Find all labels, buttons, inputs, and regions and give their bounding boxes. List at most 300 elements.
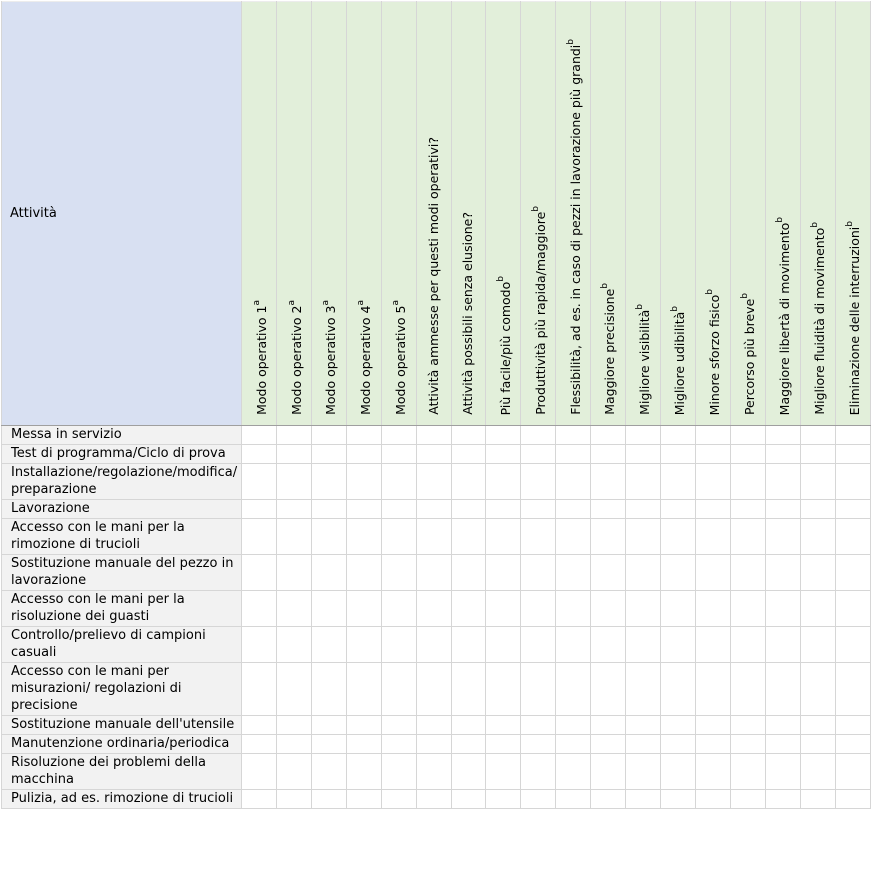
column-header-label [528, 206, 549, 415]
table-row [2, 663, 871, 716]
matrix-cell [382, 555, 417, 591]
matrix-cell [800, 500, 835, 519]
matrix-cell [521, 663, 556, 716]
matrix-cell [591, 555, 626, 591]
matrix-cell [277, 445, 312, 464]
footnote-superscript: b [845, 220, 856, 227]
matrix-cell [312, 591, 347, 627]
matrix-cell [312, 790, 347, 809]
matrix-cell [486, 627, 521, 663]
matrix-cell [242, 464, 277, 500]
matrix-cell [347, 754, 382, 790]
column-header-text: Migliore udibilità [672, 311, 688, 415]
matrix-cell [312, 716, 347, 735]
column-header-cell [591, 2, 626, 426]
corner-header-cell [2, 2, 242, 426]
matrix-cell [765, 426, 800, 445]
matrix-cell [556, 627, 591, 663]
matrix-cell [626, 519, 661, 555]
matrix-cell [382, 445, 417, 464]
matrix-cell [347, 790, 382, 809]
matrix-cell [312, 627, 347, 663]
matrix-cell [312, 445, 347, 464]
matrix-cell [661, 555, 696, 591]
column-header-label [284, 300, 305, 415]
matrix-cell [800, 754, 835, 790]
column-header-label [737, 293, 758, 415]
matrix-cell [730, 500, 765, 519]
matrix-cell [486, 735, 521, 754]
column-header-cell [312, 2, 347, 426]
matrix-cell [486, 464, 521, 500]
matrix-cell [382, 754, 417, 790]
matrix-cell [416, 663, 451, 716]
matrix-cell [451, 464, 486, 500]
matrix-cell [451, 663, 486, 716]
matrix-cell [242, 519, 277, 555]
matrix-cell [451, 754, 486, 790]
matrix-cell [765, 627, 800, 663]
matrix-cell [556, 426, 591, 445]
matrix-cell [451, 627, 486, 663]
matrix-cell [661, 663, 696, 716]
matrix-cell [765, 790, 800, 809]
matrix-cell [556, 754, 591, 790]
matrix-cell [626, 754, 661, 790]
matrix-cell [277, 555, 312, 591]
row-label: Lavorazione [2, 500, 242, 519]
table-row [2, 716, 871, 735]
matrix-cell [451, 426, 486, 445]
matrix-cell [765, 500, 800, 519]
matrix-cell [486, 716, 521, 735]
column-header-label [772, 217, 793, 415]
matrix-cell [800, 735, 835, 754]
column-header-label [353, 300, 374, 415]
matrix-cell [695, 735, 730, 754]
matrix-cell [800, 716, 835, 735]
footnote-superscript: b [810, 222, 821, 229]
matrix-cell [486, 555, 521, 591]
footnote-superscript: b [600, 283, 611, 289]
matrix-cell [695, 519, 730, 555]
column-header-cell [347, 2, 382, 426]
column-header-label [632, 304, 653, 415]
row-label: Sostituzione manuale dell'utensile [2, 716, 242, 735]
column-header-label [388, 300, 409, 415]
matrix-cell [277, 426, 312, 445]
matrix-cell [591, 627, 626, 663]
matrix-cell [661, 716, 696, 735]
matrix-cell [626, 591, 661, 627]
matrix-cell [661, 464, 696, 500]
matrix-cell [626, 426, 661, 445]
matrix-cell [661, 754, 696, 790]
matrix-cell [451, 519, 486, 555]
matrix-cell [800, 555, 835, 591]
matrix-cell [416, 500, 451, 519]
matrix-cell [695, 627, 730, 663]
table-row [2, 519, 871, 555]
matrix-cell [382, 500, 417, 519]
matrix-cell [556, 464, 591, 500]
footnote-superscript: a [251, 300, 262, 306]
row-label: Accesso con le mani per misurazioni/ regolazioni di precisione [2, 663, 242, 716]
column-header-text: Migliore visibilità [637, 309, 653, 415]
matrix-cell [347, 663, 382, 716]
corner-header-label: Attività [10, 206, 57, 221]
matrix-cell [347, 464, 382, 500]
row-label: Pulizia, ad es. rimozione di trucioli [2, 790, 242, 809]
matrix-cell [382, 591, 417, 627]
footnote-superscript: b [495, 275, 506, 282]
matrix-cell [591, 716, 626, 735]
matrix-cell [416, 445, 451, 464]
matrix-cell [765, 754, 800, 790]
matrix-cell [591, 445, 626, 464]
matrix-cell [416, 735, 451, 754]
matrix-cell [347, 555, 382, 591]
matrix-cell [730, 464, 765, 500]
matrix-cell [835, 426, 870, 445]
matrix-cell [800, 627, 835, 663]
matrix-cell [695, 464, 730, 500]
matrix-cell [242, 591, 277, 627]
matrix-cell [382, 716, 417, 735]
matrix-cell [416, 754, 451, 790]
matrix-cell [835, 445, 870, 464]
column-header-text: Migliore fluidità di movimento [812, 228, 828, 415]
matrix-cell [626, 627, 661, 663]
matrix-cell [695, 500, 730, 519]
matrix-cell [277, 591, 312, 627]
matrix-cell [661, 790, 696, 809]
footnote-superscript: b [740, 292, 751, 299]
column-header-label [493, 276, 514, 415]
matrix-cell [312, 663, 347, 716]
column-header-text: Modo operativo 3 [323, 305, 339, 415]
matrix-cell [835, 754, 870, 790]
row-label: Installazione/regolazione/modifica/ preparazione [2, 464, 242, 500]
matrix-cell [312, 735, 347, 754]
footnote-superscript: b [705, 288, 716, 295]
matrix-cell [486, 500, 521, 519]
matrix-cell [695, 555, 730, 591]
matrix-cell [416, 627, 451, 663]
matrix-cell [591, 519, 626, 555]
column-header-label [563, 39, 584, 415]
column-header-text: Produttività più rapida/maggiore [532, 211, 548, 415]
column-header-text: Modo operativo 4 [358, 305, 374, 415]
matrix-cell [382, 426, 417, 445]
matrix-cell [626, 500, 661, 519]
column-header-label [460, 212, 476, 415]
matrix-cell [626, 735, 661, 754]
matrix-cell [800, 445, 835, 464]
matrix-cell [661, 735, 696, 754]
matrix-cell [347, 716, 382, 735]
matrix-cell [835, 716, 870, 735]
column-header-label [842, 221, 863, 415]
footnote-superscript: b [635, 304, 646, 310]
matrix-cell [800, 519, 835, 555]
matrix-cell [661, 500, 696, 519]
matrix-cell [382, 790, 417, 809]
matrix-cell [312, 426, 347, 445]
matrix-cell [835, 735, 870, 754]
matrix-cell [521, 464, 556, 500]
matrix-cell [765, 716, 800, 735]
matrix-cell [800, 663, 835, 716]
matrix-cell [312, 500, 347, 519]
column-header-label [597, 283, 618, 415]
matrix-cell [277, 735, 312, 754]
column-header-text: Modo operativo 1 [253, 305, 269, 415]
matrix-cell [521, 716, 556, 735]
row-label: Sostituzione manuale del pezzo in lavorazione [2, 555, 242, 591]
matrix-cell [242, 500, 277, 519]
matrix-cell [347, 591, 382, 627]
matrix-cell [451, 735, 486, 754]
matrix-cell [277, 663, 312, 716]
matrix-cell [695, 591, 730, 627]
matrix-cell [556, 716, 591, 735]
matrix-cell [486, 426, 521, 445]
table-row [2, 555, 871, 591]
matrix-cell [556, 790, 591, 809]
footnote-superscript: b [775, 216, 786, 223]
matrix-cell [347, 445, 382, 464]
column-header-text: Attività possibili senza elusione? [460, 212, 476, 415]
matrix-cell [730, 519, 765, 555]
column-header-label [702, 289, 723, 415]
column-header-cell [626, 2, 661, 426]
column-header-cell [382, 2, 417, 426]
matrix-cell [835, 591, 870, 627]
matrix-cell [765, 663, 800, 716]
column-header-text: Percorso più breve [742, 298, 758, 415]
matrix-cell [521, 735, 556, 754]
matrix-cell [765, 591, 800, 627]
column-header-cell [661, 2, 696, 426]
matrix-cell [486, 790, 521, 809]
column-header-cell [242, 2, 277, 426]
column-header-cell [835, 2, 870, 426]
matrix-cell [242, 555, 277, 591]
matrix-cell [800, 790, 835, 809]
matrix-cell [765, 445, 800, 464]
matrix-cell [835, 519, 870, 555]
matrix-cell [312, 464, 347, 500]
row-label: Manutenzione ordinaria/periodica [2, 735, 242, 754]
activity-matrix-table [1, 1, 871, 809]
matrix-cell [591, 790, 626, 809]
matrix-cell [591, 754, 626, 790]
footnote-superscript: a [391, 300, 402, 306]
footnote-superscript: b [565, 39, 576, 45]
matrix-cell [277, 716, 312, 735]
matrix-cell [661, 627, 696, 663]
column-header-text: Minore sforzo fisico [707, 294, 723, 415]
matrix-cell [486, 663, 521, 716]
matrix-cell [521, 627, 556, 663]
column-header-cell [730, 2, 765, 426]
table-row [2, 790, 871, 809]
matrix-cell [591, 735, 626, 754]
matrix-cell [626, 555, 661, 591]
header-row [2, 2, 871, 426]
matrix-cell [765, 464, 800, 500]
matrix-cell [347, 735, 382, 754]
matrix-cell [556, 445, 591, 464]
matrix-cell [695, 663, 730, 716]
matrix-cell [521, 754, 556, 790]
column-header-cell [416, 2, 451, 426]
matrix-cell [730, 627, 765, 663]
matrix-cell [242, 663, 277, 716]
matrix-cell [591, 663, 626, 716]
matrix-cell [382, 627, 417, 663]
matrix-cell [347, 519, 382, 555]
matrix-cell [730, 754, 765, 790]
matrix-cell [661, 426, 696, 445]
matrix-cell [695, 426, 730, 445]
column-header-text: Maggiore precisione [602, 288, 618, 415]
matrix-cell [591, 500, 626, 519]
matrix-cell [556, 500, 591, 519]
column-header-text: Flessibilità, ad es. in caso di pezzi in lavorazione più grandi [567, 44, 583, 415]
matrix-cell [556, 663, 591, 716]
matrix-cell [242, 735, 277, 754]
matrix-cell [451, 555, 486, 591]
matrix-cell [277, 790, 312, 809]
column-header-text: Più facile/più comodo [497, 281, 513, 415]
footnote-superscript: a [286, 300, 297, 306]
matrix-cell [835, 464, 870, 500]
matrix-cell [451, 500, 486, 519]
footnote-superscript: a [321, 300, 332, 306]
column-header-label [249, 300, 270, 415]
row-label: Accesso con le mani per la risoluzione dei guasti [2, 591, 242, 627]
matrix-cell [835, 627, 870, 663]
matrix-cell [521, 790, 556, 809]
matrix-cell [242, 445, 277, 464]
matrix-cell [277, 627, 312, 663]
matrix-cell [521, 519, 556, 555]
column-header-cell [277, 2, 312, 426]
matrix-cell [556, 591, 591, 627]
matrix-cell [591, 426, 626, 445]
matrix-cell [347, 627, 382, 663]
matrix-cell [730, 445, 765, 464]
matrix-cell [277, 754, 312, 790]
footnote-superscript: b [670, 305, 681, 312]
column-header-label [667, 306, 688, 415]
matrix-cell [416, 555, 451, 591]
matrix-cell [416, 464, 451, 500]
matrix-cell [312, 519, 347, 555]
footnote-superscript: b [530, 206, 541, 212]
matrix-cell [242, 716, 277, 735]
matrix-cell [521, 500, 556, 519]
table-row [2, 627, 871, 663]
matrix-cell [486, 519, 521, 555]
matrix-cell [416, 519, 451, 555]
matrix-cell [730, 790, 765, 809]
matrix-cell [591, 591, 626, 627]
matrix-cell [730, 735, 765, 754]
column-header-cell [451, 2, 486, 426]
matrix-cell [661, 591, 696, 627]
matrix-cell [277, 519, 312, 555]
matrix-cell [695, 790, 730, 809]
matrix-cell [312, 754, 347, 790]
matrix-cell [835, 663, 870, 716]
matrix-cell [416, 716, 451, 735]
matrix-cell [626, 790, 661, 809]
matrix-cell [765, 735, 800, 754]
matrix-cell [277, 464, 312, 500]
matrix-cell [347, 426, 382, 445]
matrix-cell [521, 445, 556, 464]
column-header-label [318, 300, 339, 415]
matrix-cell [451, 591, 486, 627]
footnote-superscript: a [356, 300, 367, 306]
matrix-cell [277, 500, 312, 519]
column-header-text: Modo operativo 5 [393, 305, 409, 415]
matrix-cell [695, 754, 730, 790]
table-row [2, 426, 871, 445]
matrix-cell [486, 754, 521, 790]
matrix-cell [591, 464, 626, 500]
matrix-cell [382, 519, 417, 555]
row-label: Risoluzione dei problemi della macchina [2, 754, 242, 790]
matrix-cell [626, 464, 661, 500]
row-label: Messa in servizio [2, 426, 242, 445]
matrix-cell [730, 663, 765, 716]
row-label: Accesso con le mani per la rimozione di trucioli [2, 519, 242, 555]
column-header-label [807, 222, 828, 415]
matrix-cell [800, 591, 835, 627]
matrix-cell [416, 790, 451, 809]
table-row [2, 500, 871, 519]
matrix-cell [521, 555, 556, 591]
matrix-cell [382, 735, 417, 754]
matrix-cell [835, 500, 870, 519]
matrix-cell [835, 555, 870, 591]
matrix-cell [416, 591, 451, 627]
matrix-cell [416, 426, 451, 445]
table-row [2, 754, 871, 790]
matrix-cell [730, 426, 765, 445]
matrix-cell [835, 790, 870, 809]
matrix-cell [556, 555, 591, 591]
matrix-cell [556, 735, 591, 754]
matrix-cell [382, 663, 417, 716]
table-row [2, 591, 871, 627]
matrix-cell [730, 555, 765, 591]
column-header-cell [800, 2, 835, 426]
column-header-cell [556, 2, 591, 426]
matrix-cell [521, 426, 556, 445]
matrix-cell [800, 464, 835, 500]
row-label: Controllo/prelievo di campioni casuali [2, 627, 242, 663]
matrix-cell [765, 555, 800, 591]
matrix-cell [242, 426, 277, 445]
table-row [2, 445, 871, 464]
column-header-text: Maggiore libertà di movimento [777, 222, 793, 415]
column-header-text: Eliminazione delle interruzioni [847, 226, 863, 415]
